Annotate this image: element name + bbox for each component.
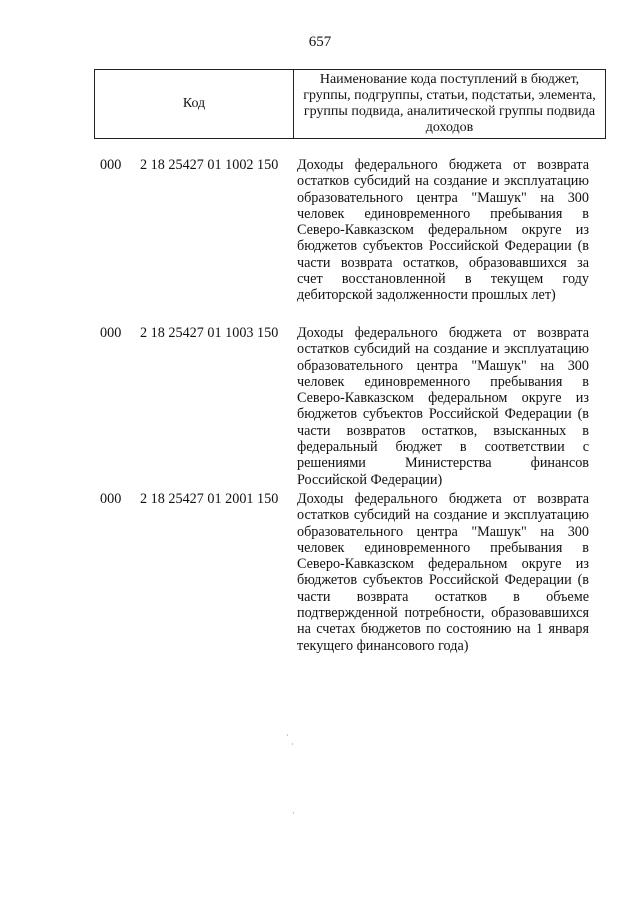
entry-revenue-code: 2 18 25427 01 1002 150 xyxy=(140,157,279,173)
entry-admin-code: 000 xyxy=(100,491,122,507)
scan-speck: · xyxy=(286,731,289,740)
entry-revenue-code: 2 18 25427 01 1003 150 xyxy=(140,325,279,341)
header-name-cell: Наименование кода поступлений в бюджет, группы, подгруппы, статьи, подстатьи, элемента, группы подвида, аналитической группы подвида доходов xyxy=(303,72,596,135)
entry-revenue-code: 2 18 25427 01 2001 150 xyxy=(140,491,279,507)
entry-admin-code: 000 xyxy=(100,157,122,173)
entry-description: Доходы федерального бюджета от возврата остатков субсидий на создание и эксплуатацию образовательного центра "Машук" на 300 человек единовременного пребывания в Северо-Кавказском федеральном округе из бюджетов субъектов Российской Федерации (в части возврата остатков, образовавшихся за счет восстановленной в текущем году дебиторской задолженности прошлых лет) xyxy=(297,157,589,304)
entry-description: Доходы федерального бюджета от возврата остатков субсидий на создание и эксплуатацию образовательного центра "Машук" на 300 человек единовременного пребывания в Северо-Кавказском федеральном округе из бюджетов субъектов Российской Федерации (в части возврата остатков в объеме подтвержденной потребности, образовавшихся на счетах бюджетов по состоянию на 1 января текущего финансового года) xyxy=(297,491,589,654)
page-number: 657 xyxy=(308,34,332,50)
entry-description: Доходы федерального бюджета от возврата остатков субсидий на создание и эксплуатацию образовательного центра "Машук" на 300 человек единовременного пребывания в Северо-Кавказском федеральном округе из бюджетов субъектов Российской Федерации (в части возвратов остатков, взысканных в федеральный бюджет в соответствии с решениями Министерства финансов Российской Федерации) xyxy=(297,325,589,488)
header-code-cell: Код xyxy=(95,70,294,138)
header-table xyxy=(94,69,606,139)
scan-speck: · xyxy=(292,809,295,818)
scan-speck: · xyxy=(291,740,294,749)
entry-admin-code: 000 xyxy=(100,325,122,341)
